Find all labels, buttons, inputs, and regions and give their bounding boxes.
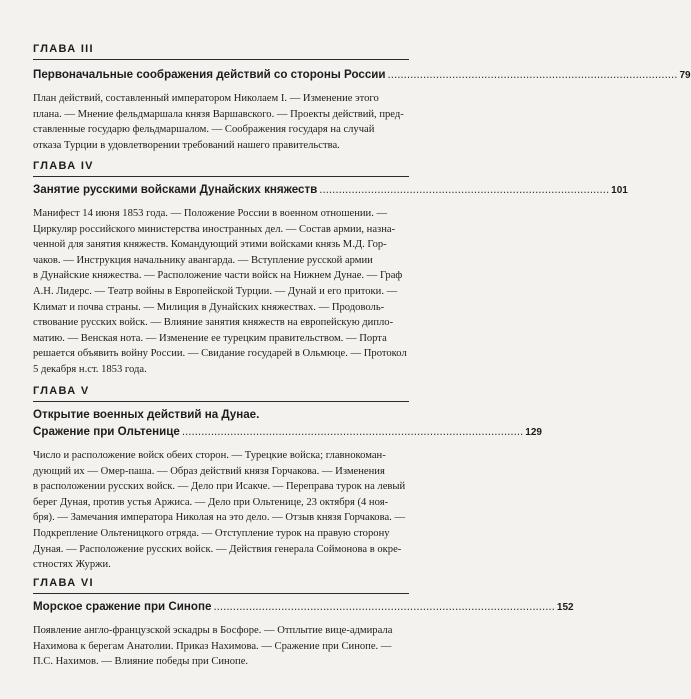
page-number: 101: [611, 185, 628, 196]
summary-line: ченной для занятия княжеств. Командующий этими войсками князь М.Д. Гор-: [33, 239, 387, 251]
summary-line: бря). — Замечания императора Николая на это дело. — Отзыв князя Горчакова. —: [33, 512, 406, 524]
summary-line: берег Дуная, против устья Аржиса. — Дело при Ольтенице, 23 октября (4 ноя-: [33, 496, 389, 508]
leader-dots: ..........................................................................................................: [213, 600, 555, 613]
chapter-label: ГЛАВА III: [33, 43, 94, 55]
chapter-title[interactable]: Открытие военных действий на Дунае.: [33, 408, 260, 421]
leader-dots: ..........................................................................................................: [181, 425, 524, 438]
chapter-summary: [33, 206, 409, 378]
summary-line: в Дунайские княжества. — Расположение части войск на Нижнем Дунае. — Граф: [33, 270, 403, 282]
summary-line: Нахимова к берегам Анатолии. Приказ Нахимова. — Сражение при Синопе. —: [33, 640, 392, 652]
summary-line: плана. — Мнение фельдмаршала князя Варшавского. — Проекты действий, пред-: [33, 108, 404, 120]
toc-entry-title[interactable]: [33, 423, 542, 441]
summary-line: 5 декабря н.ст. 1853 года.: [33, 363, 147, 375]
summary-line: дующий их — Омер-паша. — Образ действий князя Горчакова. — Изменения: [33, 465, 385, 477]
summary-line: П.С. Нахимов. — Влияние победы при Синопе.: [33, 656, 249, 668]
chapter-3: [33, 42, 691, 153]
summary-line: Климат и почва страны. — Милиция в Дунайских княжествах. — Продоволь-: [33, 301, 385, 313]
summary-line: матию. — Венская нота. — Изменение ее турецким правительством. — Порта: [33, 332, 387, 344]
summary-line: чаков. — Инструкция начальнику авангарда. — Вступление русской армии: [33, 254, 373, 266]
summary-line: Манифест 14 июня 1853 года. — Положение России в военном отношении. —: [33, 208, 388, 219]
divider: [33, 401, 409, 402]
divider: [33, 59, 409, 60]
summary-line: План действий, составленный императором Николаем I. — Изменение этого: [33, 93, 379, 104]
summary-line: ставленные государю фельдмаршалом. — Соображения государя на случай: [33, 124, 375, 136]
chapter-4: [33, 159, 628, 378]
page-number: 79: [679, 70, 691, 81]
toc-entry-title[interactable]: [33, 66, 691, 84]
chapter-summary: [33, 448, 409, 573]
divider: [33, 176, 409, 177]
chapter-title: Занятие русскими войсками Дунайских княжеств: [33, 183, 318, 196]
toc-entry-title[interactable]: [33, 181, 628, 199]
summary-line: А.Н. Лидерс. — Театр войны в Европейской Турции. — Дунай и его притоки. —: [33, 285, 398, 297]
divider: [33, 593, 409, 594]
leader-dots: ..........................................................................................: [387, 68, 678, 81]
summary-line: отказа Турции в удовлетворении требований нашего правительства.: [33, 139, 340, 151]
toc-entry-title[interactable]: [33, 598, 574, 616]
chapter-summary: [33, 623, 409, 670]
summary-line: Циркуляр российского министерства иностранных дел. — Состав армии, назна-: [33, 223, 396, 235]
summary-line: Появление англо-французской эскадры в Босфоре. — Отплытие вице-адмирала: [33, 625, 393, 636]
chapter-summary: [33, 91, 409, 153]
summary-line: Подкрепление Ольтеницкого отряда. — Отступление турок на правую сторону: [33, 527, 390, 539]
leader-dots: ..........................................................................................: [319, 183, 610, 196]
summary-line: Дуная. — Расположение русских войск. — Действия генерала Соймонова в окре-: [33, 543, 402, 555]
summary-line: Число и расположение войск обеих сторон. — Турецкие войска; главнокоман-: [33, 450, 386, 461]
page-number: 152: [556, 602, 574, 613]
chapter-label: ГЛАВА VI: [33, 577, 94, 589]
summary-line: ствование русских войск. — Влияние занятия княжеств на европейскую дипло-: [33, 317, 394, 329]
chapter-label: ГЛАВА IV: [33, 160, 94, 172]
chapter-label: ГЛАВА V: [33, 385, 90, 397]
chapter-title: Морское сражение при Синопе: [33, 600, 212, 613]
chapter-title: Первоначальные соображения действий со стороны России: [33, 68, 386, 81]
page-number: 129: [525, 427, 542, 438]
chapter-6: [33, 576, 574, 670]
chapter-subtitle: Сражение при Ольтенице: [33, 425, 180, 438]
summary-line: решается объявить войну России. — Свидание государей в Ольмюце. — Протокол: [33, 348, 407, 360]
summary-line: в расположении русских войск. — Дело при Исакче. — Переправа турок на левый: [33, 481, 406, 493]
summary-line: стностях Журжи.: [33, 559, 111, 571]
chapter-5: [33, 384, 542, 573]
